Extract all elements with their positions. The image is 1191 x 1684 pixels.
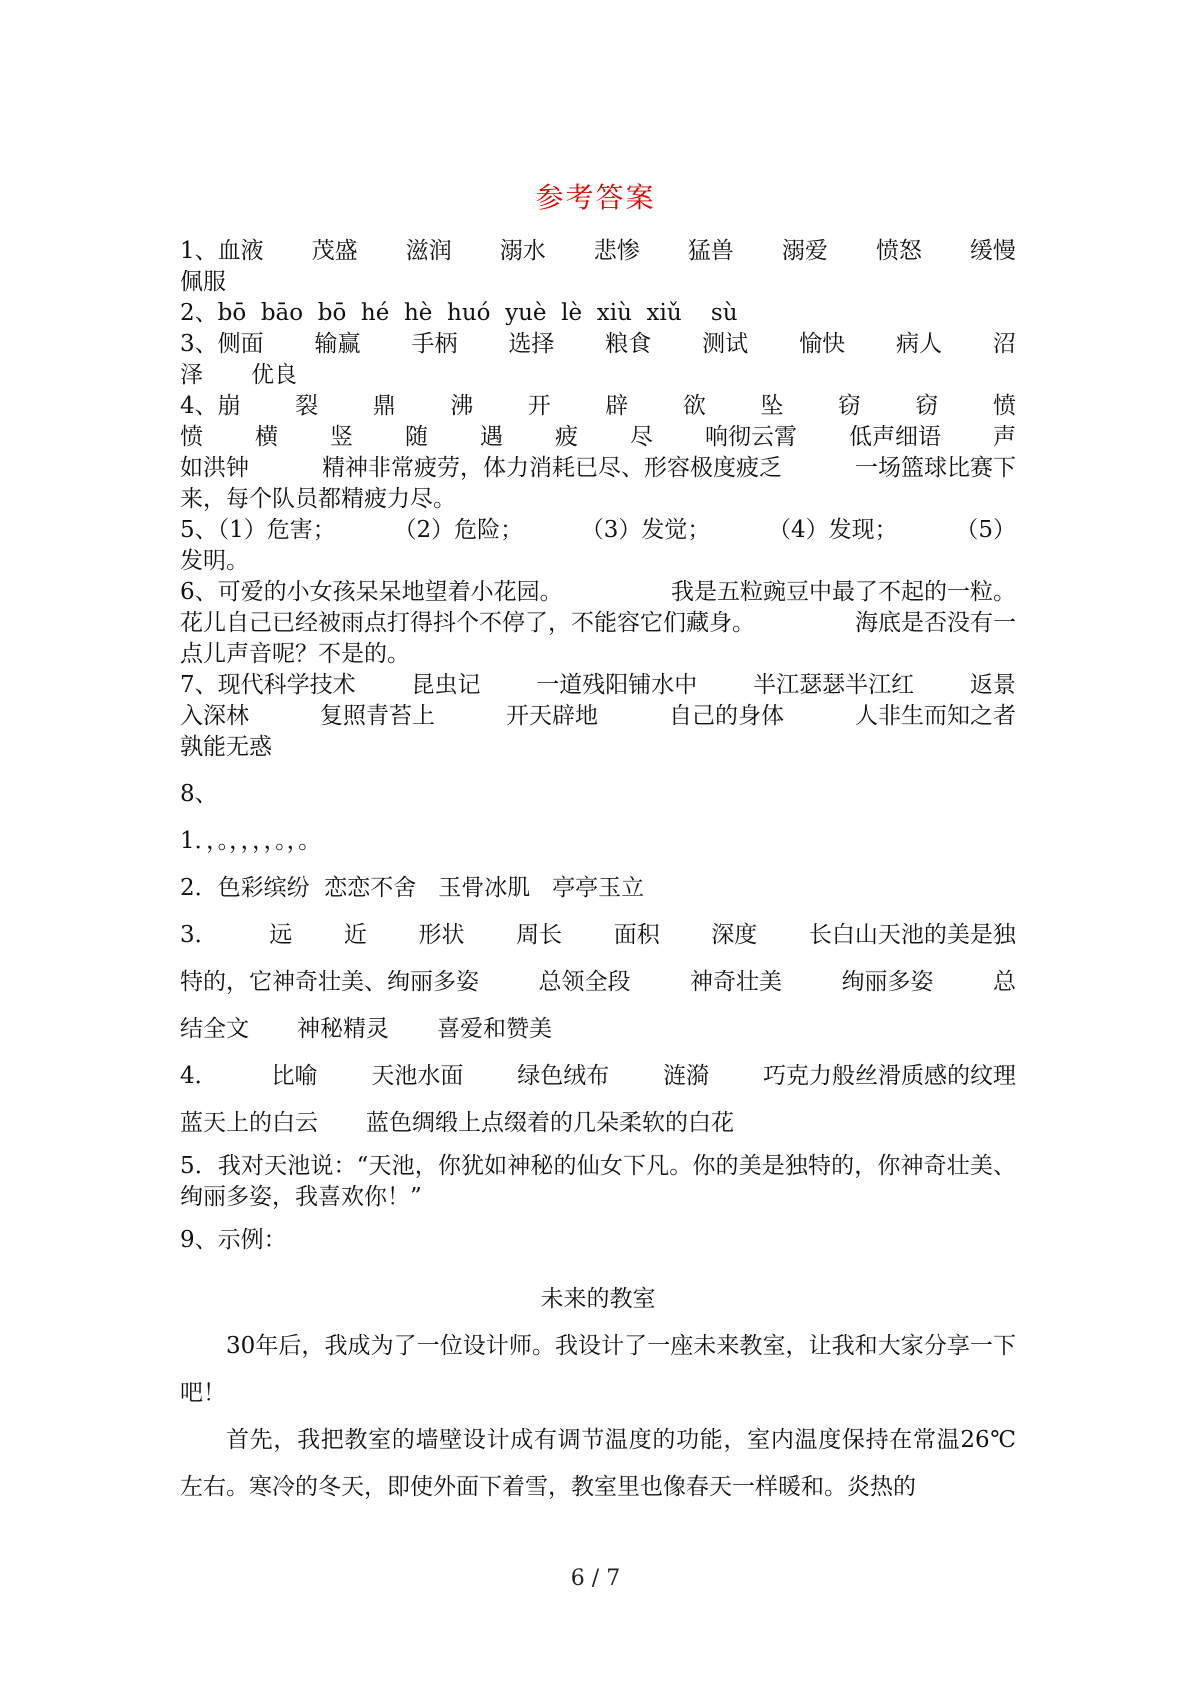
phrase: 开天辟地 [506, 703, 598, 729]
phrase: 半江瑟瑟半江红 [753, 672, 915, 698]
answer-6-cont: 点儿声音呢？不是的。 [180, 641, 410, 667]
word: 近 [343, 922, 367, 948]
answer-8-sub-5: 5．我对天池说：“天池，你犹如神秘的仙女下凡。你的美是独特的，你神奇壮美、绚丽多姿，我喜欢你！” [180, 1153, 1016, 1210]
word: 一场篮球比赛下 [855, 455, 1016, 481]
word: 愤 [180, 424, 203, 450]
word: 远 [269, 922, 293, 948]
answer-8-sub-3-row-1 [180, 912, 1016, 959]
phrase: 7、现代科学技术 [180, 672, 356, 698]
phrase: 总 [993, 969, 1016, 995]
answer-3-cont [180, 360, 1016, 391]
phrase: 总领全段 [538, 969, 631, 995]
answer-7-cont: 孰能无惑 [180, 734, 272, 760]
word: 3． [180, 922, 218, 948]
word: 愉快 [799, 331, 846, 357]
answer-5-row [180, 515, 1016, 546]
word: 4、崩 [180, 393, 241, 419]
word: 长白山天池的美是独 [808, 922, 1016, 948]
answer-4-row-2 [180, 422, 1016, 453]
page-number: 6 / 7 [570, 1566, 621, 1591]
word: 溺水 [499, 238, 546, 264]
phrase: 特的，它神奇壮美、绚丽多姿 [180, 969, 479, 995]
word: 沸 [450, 393, 474, 419]
word: 手柄 [411, 331, 458, 357]
word: （5） [955, 517, 1016, 543]
word: 5、（1）危害； [180, 517, 336, 543]
word: 缓慢 [969, 238, 1016, 264]
word: 横 [255, 424, 278, 450]
word: 辟 [605, 393, 629, 419]
word: 泽 [180, 362, 203, 388]
word: 悲惨 [593, 238, 640, 264]
answer-6-row-2 [180, 608, 1016, 639]
answer-7-row-1 [180, 670, 1016, 701]
sentence: 我是五粒豌豆中最了不起的一粒。 [671, 579, 1016, 605]
phrase: 结全文 [180, 1016, 249, 1042]
word: 周长 [516, 922, 563, 948]
word: 坠 [760, 393, 784, 419]
answer-1-cont: 佩服 [180, 269, 226, 295]
essay-paragraph-2: 首先，我把教室的墙壁设计成有调节温度的功能，室内温度保持在常温26℃左右。寒冷的冬天，即使外面下着雪，教室里也像春天一样暖和。炎热的 [180, 1427, 1016, 1500]
answer-8-sub-3-row-2 [180, 959, 1016, 1006]
sentence: 海底是否没有一 [855, 610, 1016, 636]
word: 随 [405, 424, 428, 450]
word: 声 [993, 424, 1016, 450]
answer-9-label: 9、示例： [180, 1227, 287, 1253]
word: 选择 [508, 331, 555, 357]
essay-title: 未来的教室 [540, 1286, 656, 1312]
phrase: 绚丽多姿 [841, 969, 934, 995]
word: 深度 [711, 922, 758, 948]
phrase: 返景 [969, 672, 1016, 698]
word: 溺爱 [781, 238, 828, 264]
answer-content [180, 236, 1016, 1511]
answer-3-row [180, 329, 1016, 360]
word: 粮食 [605, 331, 652, 357]
page-title: 参考答案 [535, 181, 656, 214]
answer-8-label: 8、 [180, 781, 218, 807]
word: 滋润 [405, 238, 452, 264]
word: 裂 [295, 393, 319, 419]
phrase: 入深林 [180, 703, 249, 729]
word: 低声细语 [849, 424, 941, 450]
word: 精神非常疲劳，体力消耗已尽、形容极度疲乏 [322, 455, 782, 481]
phrase: 蓝天上的白云 [180, 1110, 318, 1136]
word: （4）发现； [768, 517, 898, 543]
word: 面积 [613, 922, 660, 948]
answer-4-cont: 来，每个队员都精疲力尽。 [180, 486, 456, 512]
word: 巧克力般丝滑质感的纹理 [762, 1063, 1016, 1089]
word: （3）发觉； [580, 517, 711, 543]
word: 愤 [992, 393, 1016, 419]
phrase: 蓝色绸缎上点缀着的几朵柔软的白花 [366, 1110, 734, 1136]
word: 鼎 [372, 393, 396, 419]
word: 3、侧面 [180, 331, 264, 357]
word: 病人 [895, 331, 942, 357]
word: 涟漪 [663, 1063, 710, 1089]
word: 竖 [330, 424, 353, 450]
word: 优良 [251, 362, 297, 388]
word: 测试 [702, 331, 749, 357]
phrase: 神奇壮美 [690, 969, 782, 995]
phrase: 复照青苔上 [320, 703, 435, 729]
answer-8-sub-2: 2．色彩缤纷 恋恋不舍 玉骨冰肌 亭亭玉立 [180, 875, 645, 901]
phrase: 人非生而知之者 [855, 703, 1016, 729]
word: 天池水面 [371, 1063, 464, 1089]
word: 比喻 [271, 1063, 318, 1089]
answer-5-cont: 发明。 [180, 548, 249, 574]
word: 疲 [555, 424, 578, 450]
word: 4． [180, 1063, 218, 1089]
word: 如洪钟 [180, 455, 249, 481]
answer-8-sub-4-row-1 [180, 1053, 1016, 1100]
word: 开 [527, 393, 551, 419]
answer-2: 2、bō bāo bō hé hè huó yuè lè xiù xiǔ sù [180, 300, 738, 326]
phrase: 神秘精灵 [297, 1016, 389, 1042]
word: 欲 [682, 393, 706, 419]
answer-7-row-2 [180, 701, 1016, 732]
phrase: 喜爱和赞美 [437, 1016, 552, 1042]
answer-8-sub-1: 1．，。，，，，。，。 [180, 828, 322, 854]
word: 遇 [480, 424, 503, 450]
word: 响彻云霄 [705, 424, 797, 450]
essay-paragraph-1: 30年后，我成为了一位设计师。我设计了一座未来教室，让我和大家分享一下吧！ [180, 1333, 1016, 1406]
answer-8-sub-4-row-2 [180, 1100, 1016, 1147]
word: 沼 [992, 331, 1016, 357]
sentence: 6、可爱的小女孩呆呆地望着小花园。 [180, 579, 563, 605]
word: 窃 [837, 393, 861, 419]
word: 茂盛 [311, 238, 358, 264]
word: 尽 [630, 424, 653, 450]
word: 猛兽 [687, 238, 734, 264]
word: （2）危险； [393, 517, 524, 543]
answer-1-row [180, 236, 1016, 267]
phrase: 一道残阳铺水中 [536, 672, 698, 698]
answer-6-row-1 [180, 577, 1016, 608]
word: 形状 [418, 922, 465, 948]
phrase: 自己的身体 [669, 703, 784, 729]
phrase: 昆虫记 [411, 672, 481, 698]
word: 绿色绒布 [517, 1063, 610, 1089]
word: 愤怒 [875, 238, 922, 264]
word: 1、血液 [180, 238, 264, 264]
answer-8-sub-3-row-3 [180, 1006, 1016, 1053]
word: 输赢 [314, 331, 361, 357]
sentence: 花儿自己已经被雨点打得抖个不停了，不能容它们藏身。 [180, 610, 755, 636]
answer-4-row-3 [180, 453, 1016, 484]
answer-4-row-1 [180, 391, 1016, 422]
word: 窃 [915, 393, 939, 419]
